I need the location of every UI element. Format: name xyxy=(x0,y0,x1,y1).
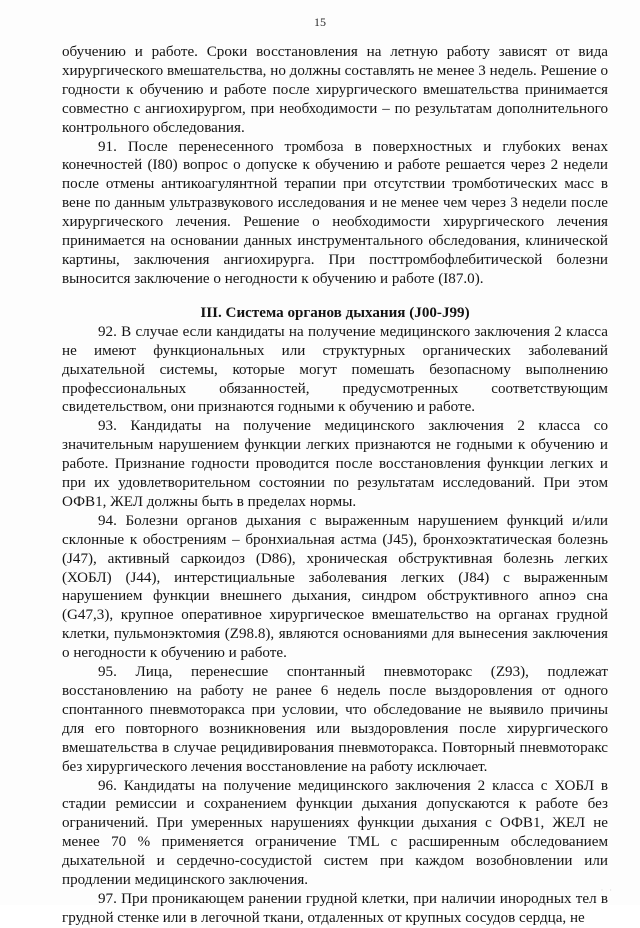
paragraph: 96. Кандидаты на получение медицинского заключения 2 класса с ХОБЛ в стадии ремиссии и сохранением функции дыхания допускаются к работе без ограничений. При умеренных нарушениях функции дыхания с ОФВ1, ЖЕЛ не менее 70 % применяется ограничение TML с расширенным обследованием дыхательной и сердечно-сосудистой систем при каждом возобновлении или продлении медицинского заключения. xyxy=(62,777,608,889)
scan-artifact: · · xyxy=(600,886,614,895)
paragraphs-after-section xyxy=(62,323,608,928)
paragraph: 93. Кандидаты на получение медицинского заключения 2 класса со значительным нарушением функции легких признаются не годными к обучению и работе. Признание годности проводится после восстановления функции легких и при их удовлетворительном состоянии по результатам исследований. При этом ОФВ1, ЖЕЛ должны быть в пределах нормы. xyxy=(62,418,608,510)
paragraph: 91. После перенесенного тромбоза в поверхностных и глубоких венах конечностей (I80) вопрос о допуске к обучению и работе решается через 2 недели после отмены антикоагулянтной терапии при отсутствии тромботических масс в вене по данным ультразвукового исследования и не менее чем через 3 недели после хирургического лечения. Решение о необходимости хирургического лечения принимается на основании данных инструментального обследования, клинической картины, заключения ангиохирурга. При посттромбофлебитической болезни выносится заключение о негодности к обучению и работе (I87.0). xyxy=(62,138,608,287)
document-body xyxy=(62,43,608,928)
paragraph: 92. В случае если кандидаты на получение медицинского заключения 2 класса не имеют функциональных или структурных органических заболеваний дыхательной системы, которые могут помешать безопасному выполнению профессиональных обязанностей, предусмотренных соответствующим свидетельством, они признаются годными к обучению и работе. xyxy=(62,323,608,416)
paragraph: 95. Лица, перенесшие спонтанный пневмоторакс (Z93), подлежат восстановлению на работу не ранее 6 недель после выздоровления от одного спонтанного пневмоторакса при условии, что обследование не выявило причины для его повторного возникновения или выздоровления после хирургического вмешательства в случае рецидивирования пневмоторакса. Повторный пневмоторакс без хирургического лечения восстановление на работу исключает. xyxy=(62,664,608,775)
paragraphs-before-section xyxy=(62,43,608,289)
page-number: 15 xyxy=(314,15,326,29)
paragraph: 94. Болезни органов дыхания с выраженным нарушением функций и/или склонные к обострениям – бронхиальная астма (J45), бронхоэктатическая болезнь (J47), активный саркоидоз (D86), хроническая обструктивная болезнь легких (ХОБЛ) (J44), интерстициальные заболевания легких (J84) с выраженным нарушением функции внешнего дыхания, синдром обструктивного апноэ сна (G47,3), крупное оперативное хирургическое вмешательство на органах грудной клетки, пульмонэктомия (Z98.8), являются основаниями для вынесения заключения о негодности к обучению и работе. xyxy=(62,512,608,662)
paragraph: 97. При проникающем ранении грудной клетки, при наличии инородных тел в грудной стенке или в легочной ткани, отдаленных от крупных сосудов сердца, не xyxy=(62,890,608,926)
paragraph: обучению и работе. Сроки восстановления на летную работу зависят от вида хирургического вмешательства, но должны составлять не менее 3 недель. Решение о годности к обучению и работе после хирургического вмешательства принимается совместно с ангиохирургом, при необходимости – по результатам дополнительного контрольного обследования. xyxy=(62,44,608,136)
section-heading: III. Система органов дыхания (J00-J99) xyxy=(200,304,470,321)
